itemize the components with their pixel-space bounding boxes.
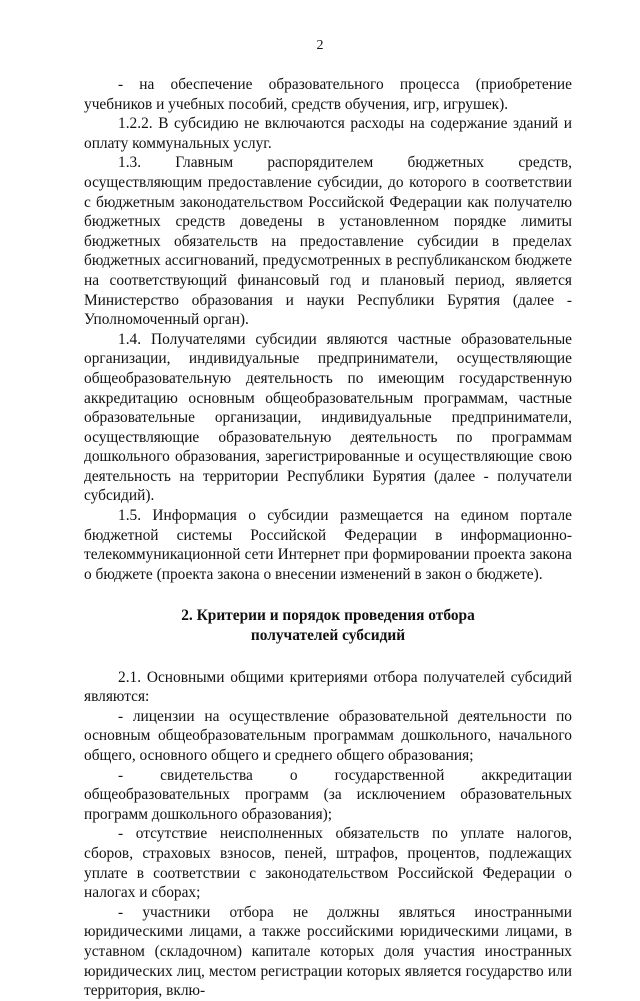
paragraph-1-5: 1.5. Информация о субсидии размещается на едином портале бюджетной системы Российской Федерации в информационно-телекоммуникационной сети Интернет при формировании проекта закона о бюджете (проекта закона о внесении изменений в закон о бюджете).: [84, 507, 572, 583]
paragraph-1-2-2: 1.2.2. В субсидию не включаются расходы на содержание зданий и оплату коммунальных услуг.: [84, 115, 572, 152]
paragraph-supplies: - на обеспечение образовательного процесса (приобретение учебников и учебных пособий, средств обучения, игр, игрушек).: [84, 76, 572, 113]
criterion-no-foreign-entities: - участники отбора не должны являться иностранными юридическими лицами, а также российскими юридическими лицами, в уставном (складочном) капитале которых доля участия иностранных юридических лиц, местом регистрации которых является государство или территория, вклю-: [84, 903, 572, 1000]
paragraph-2-1: 2.1. Основными общими критериями отбора получателей субсидий являются:: [84, 668, 572, 706]
section-heading-line2: получателей субсидий: [250, 627, 406, 645]
section-heading: [84, 606, 572, 645]
paragraph-1-3: 1.3. Главным распорядителем бюджетных средств, осуществляющим предоставление субсидии, до которого в соответствии с бюджетным законодательством Российской Федерации как получателю бюджетных средств доведены в установленном порядке лимиты бюджетных обязательств на предоставление субсидии в пределах бюджетных ассигнований, предусмотренных в республиканском бюджете на соответствующий финансовый год и плановый период, является Министерство образования и науки Республики Бурятия (далее - Уполномоченный орган).: [84, 154, 572, 329]
criterion-accreditation: - свидетельства о государственной аккредитации общеобразовательных программ (за исключением образовательных программ дошкольного образования);: [84, 766, 572, 823]
section-heading-line1: 2. Критерии и порядок проведения отбора: [181, 607, 475, 625]
criterion-license: - лицензии на осуществление образовательной деятельности по основным общеобразовательным программам дошкольного, начального общего, основного общего и среднего общего образования;: [84, 707, 572, 764]
document-body: [84, 75, 572, 1001]
paragraph-1-4: 1.4. Получателями субсидии являются частные образовательные организации, индивидуальные предприниматели, осуществляющие общеобразовательную деятельность по имеющим государственную аккредитацию основным общеобразовательным программам, частные образовательные организации, индивидуальные предприниматели, осуществляющие образовательную деятельность по программам дошкольного образования, зарегистрированные и осуществляющие свою деятельность на территории Республики Бурятия (далее - получатели субсидий).: [84, 330, 572, 505]
criterion-no-tax-debt: - отсутствие неисполненных обязательств по уплате налогов, сборов, страховых взносов, пеней, штрафов, процентов, подлежащих уплате в соответствии с законодательством Российской Федерации о налогах и сборах;: [84, 825, 572, 902]
page-number: 2: [316, 38, 324, 53]
